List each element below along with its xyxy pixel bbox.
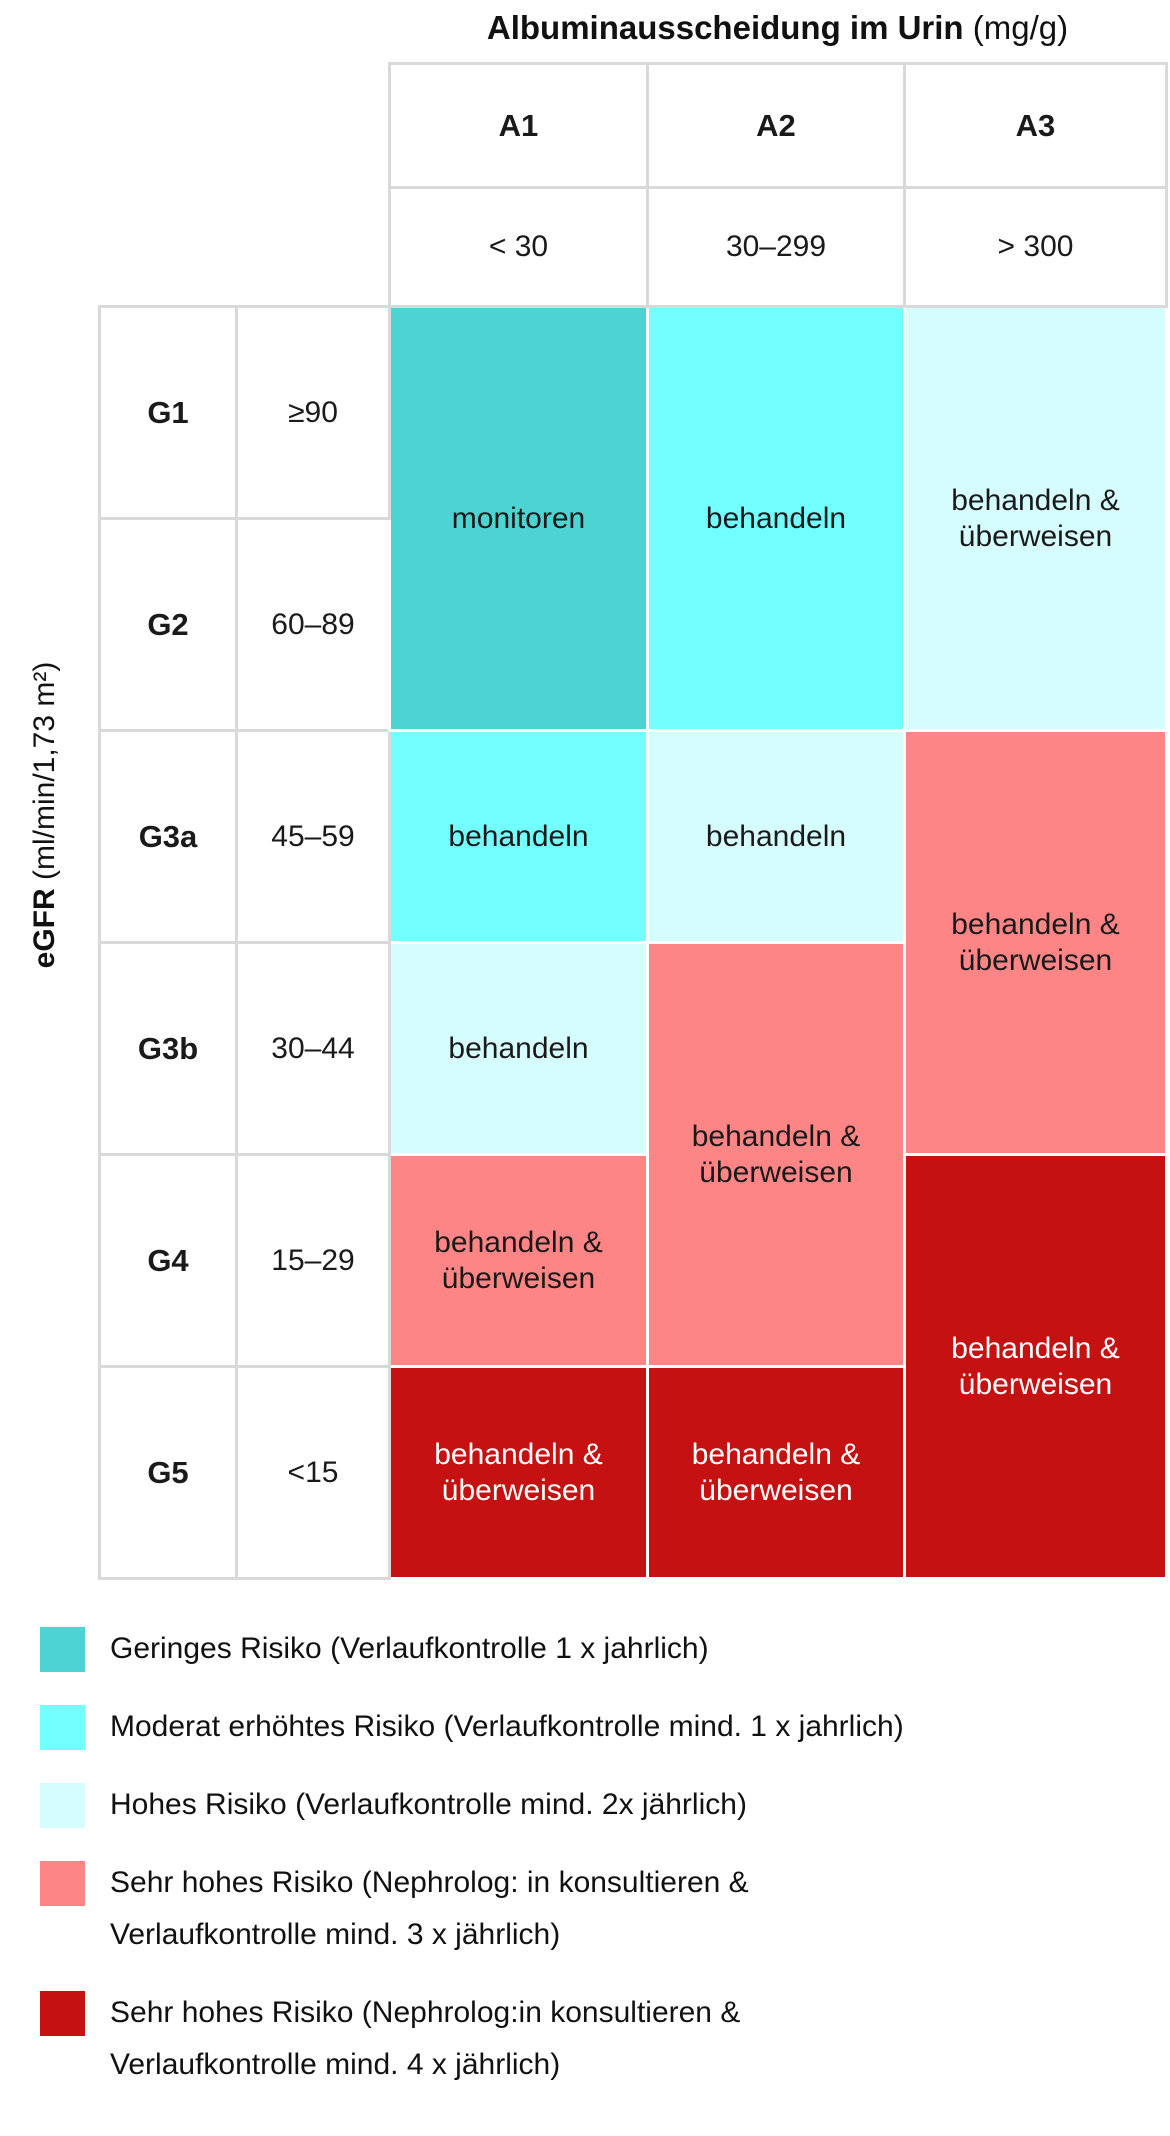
col-header-a2: A2 [648,64,905,188]
col-range-a3: > 300 [905,188,1167,307]
legend-item-low-risk [40,1623,1150,1675]
legend-label: Verlaufkontrolle mind. 3 x jährlich) [110,1918,561,1951]
cell-g5-a2: behandeln & überweisen [648,1367,905,1579]
cell-g4-a1: behandeln & überweisen [390,1155,648,1367]
row-header-g3b: G3b [100,943,237,1155]
cell-g1g2-a1: monitoren [390,307,648,731]
legend [40,1623,1150,2117]
legend-label: Hohes Risiko (Verlaufkontrolle mind. 2x jährlich) [110,1788,747,1821]
cell-g4g5-a3: behandeln & überweisen [905,1155,1167,1579]
row-range-g5: <15 [237,1367,390,1579]
cell-g5-a1: behandeln & überweisen [390,1367,648,1579]
col-range-a2: 30–299 [648,188,905,307]
legend-swatch-dark-red [40,1991,85,2036]
col-header-a3: A3 [905,64,1167,188]
row-range-g2: 60–89 [237,519,390,731]
cell-g1g2-a2: behandeln [648,307,905,731]
legend-label: Sehr hohes Risiko (Nephrolog: in konsultieren & [110,1866,749,1899]
col-header-a1: A1 [390,64,648,188]
legend-label: Geringes Risiko (Verlaufkontrolle 1 x jahrlich) [110,1632,709,1665]
cell-g3ag3b-a3: behandeln & überweisen [905,731,1167,1155]
cell-g1g2-a3: behandeln & überweisen [905,307,1167,731]
chart-title-main: Albuminausscheidung im Urin [486,9,964,46]
row-header-g4: G4 [100,1155,237,1367]
row-header-g5: G5 [100,1367,237,1579]
row-header-g3a: G3a [100,731,237,943]
row-range-g3a: 45–59 [237,731,390,943]
legend-label: Sehr hohes Risiko (Nephrolog:in konsultieren & [110,1996,741,2029]
risk-matrix-table [98,62,1168,1580]
cell-g3a-a1: behandeln [390,731,648,943]
row-range-g1: ≥90 [237,307,390,519]
row-header-g1: G1 [100,307,237,519]
row-range-g3b: 30–44 [237,943,390,1155]
y-axis-label-unit: (ml/min/1,73 m²) [28,661,61,880]
header-spacer [100,64,390,307]
cell-g3a-a2: behandeln [648,731,905,943]
legend-swatch-light-cyan [40,1783,85,1828]
col-range-a1: < 30 [390,188,648,307]
legend-swatch-cyan [40,1705,85,1750]
y-axis-label-bold: eGFR [28,888,61,969]
row-header-g2: G2 [100,519,237,731]
chart-title [388,8,1167,48]
legend-label: Moderat erhöhtes Risiko (Verlaufkontrolle mind. 1 x jahrlich) [110,1710,904,1743]
legend-label: Verlaufkontrolle mind. 4 x jährlich) [110,2048,561,2081]
legend-item-moderate-risk [40,1701,1150,1753]
row-range-g4: 15–29 [237,1155,390,1367]
legend-item-high-risk [40,1779,1150,1831]
legend-item-very-high-risk-3x [40,1857,1150,1961]
chart-title-unit: (mg/g) [972,9,1069,46]
legend-item-very-high-risk-4x [40,1987,1150,2091]
cell-g3bg4-a2: behandeln & überweisen [648,943,905,1367]
legend-swatch-salmon [40,1861,85,1906]
cell-g3b-a1: behandeln [390,943,648,1155]
legend-swatch-teal [40,1627,85,1672]
